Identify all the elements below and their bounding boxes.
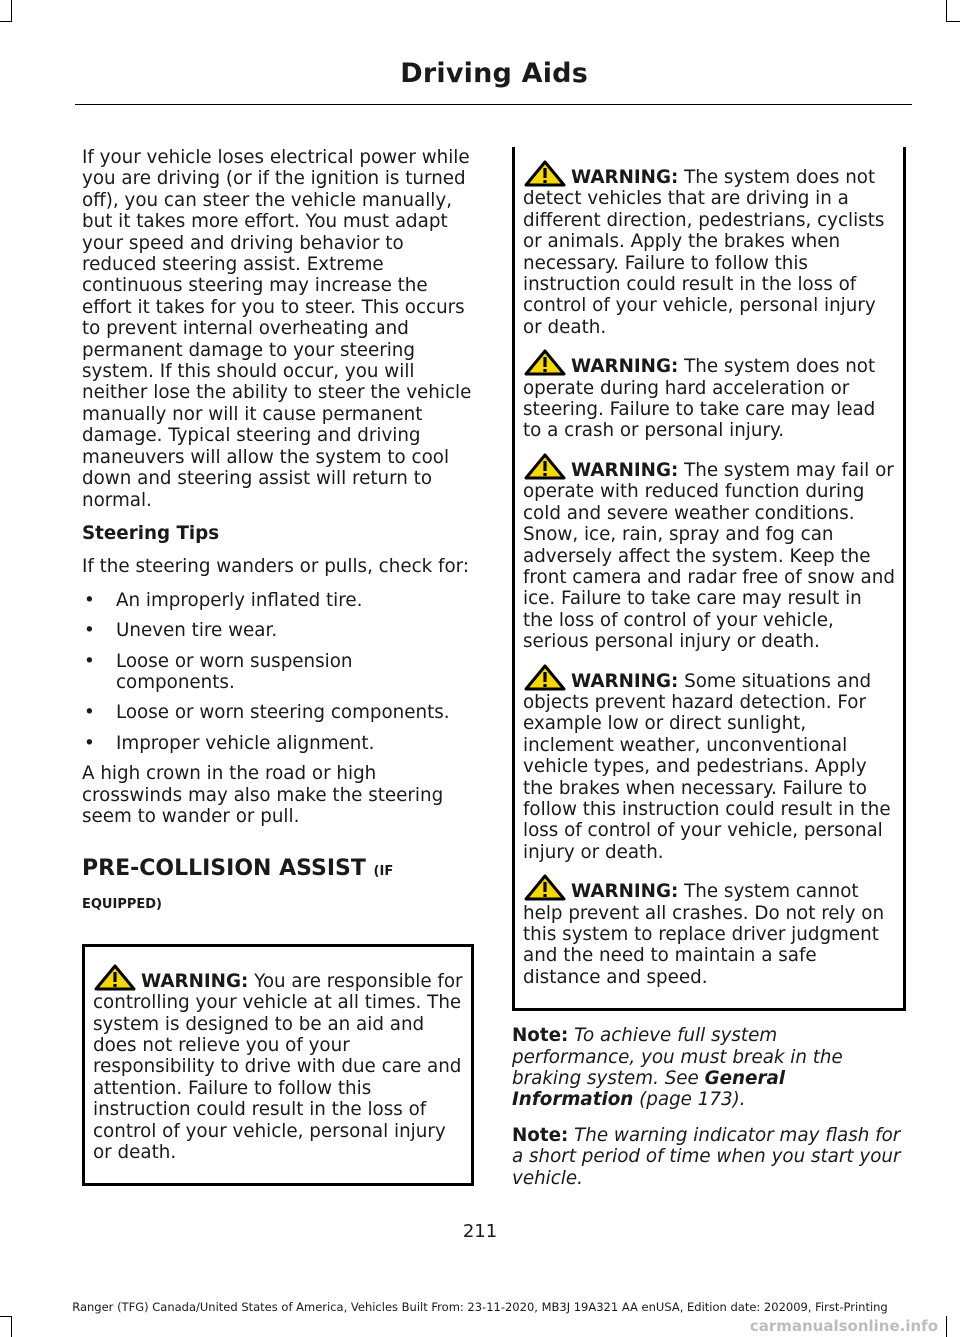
warning bbox=[523, 348, 897, 442]
bullet-icon: • bbox=[84, 589, 95, 611]
note-text: The warning indicator may flash for a short period of time when you start your vehicle. bbox=[512, 1124, 901, 1189]
warning-box bbox=[512, 147, 906, 1011]
page-reference: (page 173). bbox=[639, 1089, 746, 1111]
page-title: Driving Aids bbox=[400, 58, 588, 89]
warning-triangle-icon bbox=[523, 663, 567, 691]
list-item bbox=[82, 702, 474, 723]
subheading: Steering Tips bbox=[82, 522, 220, 544]
bullet-icon: • bbox=[84, 620, 95, 642]
warning-label: WARNING: bbox=[571, 167, 679, 188]
bullet-icon: • bbox=[84, 650, 95, 672]
warning-text: The system does not operate during hard acceleration or steering. Failure to take care may lead to a crash or personal injury. bbox=[523, 356, 876, 442]
list-item bbox=[82, 620, 474, 641]
list-item-text: Loose or worn steering components. bbox=[116, 702, 450, 724]
note bbox=[512, 1025, 906, 1111]
crop-mark bbox=[11, 0, 12, 22]
page-number: 211 bbox=[462, 1221, 498, 1242]
section-heading bbox=[82, 855, 474, 886]
warning-label: WARNING: bbox=[571, 459, 679, 481]
warning-box bbox=[82, 944, 474, 1187]
paragraph: A high crown in the road or high crosswinds may also make the steering seem to wander or pull. bbox=[82, 763, 444, 827]
bullet-list bbox=[82, 590, 474, 754]
warning-text: The system may fail or operate with reduced function during cold and severe weather conditions. Snow, ice, rain, spray and fog can adversely affect the system. Keep the front camera and radar free of snow and ice. Failure to take care may result in the loss of control of your vehicle, serious personal injury or death. bbox=[523, 459, 895, 653]
note bbox=[512, 1125, 906, 1189]
warning-triangle-icon bbox=[523, 348, 567, 376]
header-divider bbox=[75, 104, 912, 105]
section-title-text: PRE-COLLISION ASSIST bbox=[82, 856, 366, 882]
section-title-suffix: (IF bbox=[373, 864, 394, 880]
watermark: carmanualsonline.info bbox=[749, 1317, 938, 1335]
bullet-icon: • bbox=[84, 702, 95, 724]
list-item bbox=[82, 733, 474, 754]
crop-mark bbox=[946, 0, 947, 22]
list-item-text: Loose or worn suspension components. bbox=[116, 650, 353, 693]
paragraph: If your vehicle loses electrical power while you are driving (or if the ignition is turned off), you can steer the vehicle manually, but it takes more effort. You must adapt your speed and driving behavior to reduced steering assist. Extreme continuous steering may increase the effort it takes for you to steer. This occurs to prevent internal overheating and permanent damage to your steering system. If this should occur, you will neither lose the ability to steer the vehicle manually nor will it cause permanent damage. Typical steering and driving maneuvers will allow the system to cool down and steering assist will return to normal. bbox=[82, 147, 472, 511]
warning-triangle-icon bbox=[523, 452, 567, 480]
warning bbox=[523, 873, 897, 988]
crop-mark bbox=[946, 21, 960, 22]
left-column bbox=[82, 147, 474, 1186]
warning-label: WARNING: bbox=[571, 356, 679, 378]
warning bbox=[523, 159, 897, 338]
list-item bbox=[82, 590, 474, 611]
warning-triangle-icon bbox=[523, 159, 567, 187]
warning-triangle-icon bbox=[93, 963, 137, 991]
footer-text: Ranger (TFG) Canada/United States of America, Vehicles Built From: 23-11-2020, MB3J 19A321 AA enUSA, Edition date: 202009, First-Printing bbox=[72, 1300, 888, 1314]
note-label: Note: bbox=[512, 1025, 569, 1047]
note-text: To achieve full system performance, you must break in the braking system. See bbox=[512, 1025, 843, 1090]
cross-reference-link[interactable]: General Information bbox=[512, 1068, 786, 1111]
warning-text: You are responsible for controlling your vehicle at all times. The system is designed to be an aid and does not relieve you of your responsibility to drive with due care and attention. Failure to follow this instruction could result in the loss of control of your vehicle, personal injury or death. bbox=[93, 970, 463, 1164]
warning bbox=[523, 663, 897, 864]
warning-text: The system does not detect vehicles that are driving in a different direction, pedestrians, cyclists or animals. Apply the brakes when necessary. Failure to follow this instruction could result in the loss of control of your vehicle, personal injury or death. bbox=[523, 167, 885, 338]
warning-label: WARNING: bbox=[141, 970, 249, 992]
warning-triangle-icon bbox=[523, 873, 567, 901]
warning-label: WARNING: bbox=[571, 670, 679, 692]
right-column bbox=[512, 147, 906, 1201]
crop-mark bbox=[946, 1316, 947, 1337]
list-item-text: An improperly inflated tire. bbox=[116, 589, 363, 611]
paragraph: If the steering wanders or pulls, check for: bbox=[82, 556, 469, 578]
warning bbox=[93, 963, 465, 1164]
section-title-suffix: EQUIPPED) bbox=[82, 897, 162, 913]
warning-text: The system cannot help prevent all crashes. Do not rely on this system to replace driver judgment and the need to maintain a safe distance and speed. bbox=[523, 881, 885, 988]
warning-text: Some situations and objects prevent hazard detection. For example low or direct sunlight, inclement weather, unconventional vehicle types, and pedestrians. Apply the brakes when necessary. Failure to follow this instruction could result in the loss of control of your vehicle, personal injury or death. bbox=[523, 670, 891, 863]
crop-mark bbox=[0, 21, 12, 22]
list-item-text: Improper vehicle alignment. bbox=[116, 732, 375, 754]
note-label: Note: bbox=[512, 1124, 569, 1146]
warning-label: WARNING: bbox=[571, 881, 679, 903]
list-item bbox=[82, 651, 474, 694]
crop-mark bbox=[0, 1316, 12, 1317]
crop-mark bbox=[11, 1316, 12, 1337]
warning bbox=[523, 452, 897, 653]
bullet-icon: • bbox=[84, 732, 95, 754]
list-item-text: Uneven tire wear. bbox=[116, 620, 278, 642]
